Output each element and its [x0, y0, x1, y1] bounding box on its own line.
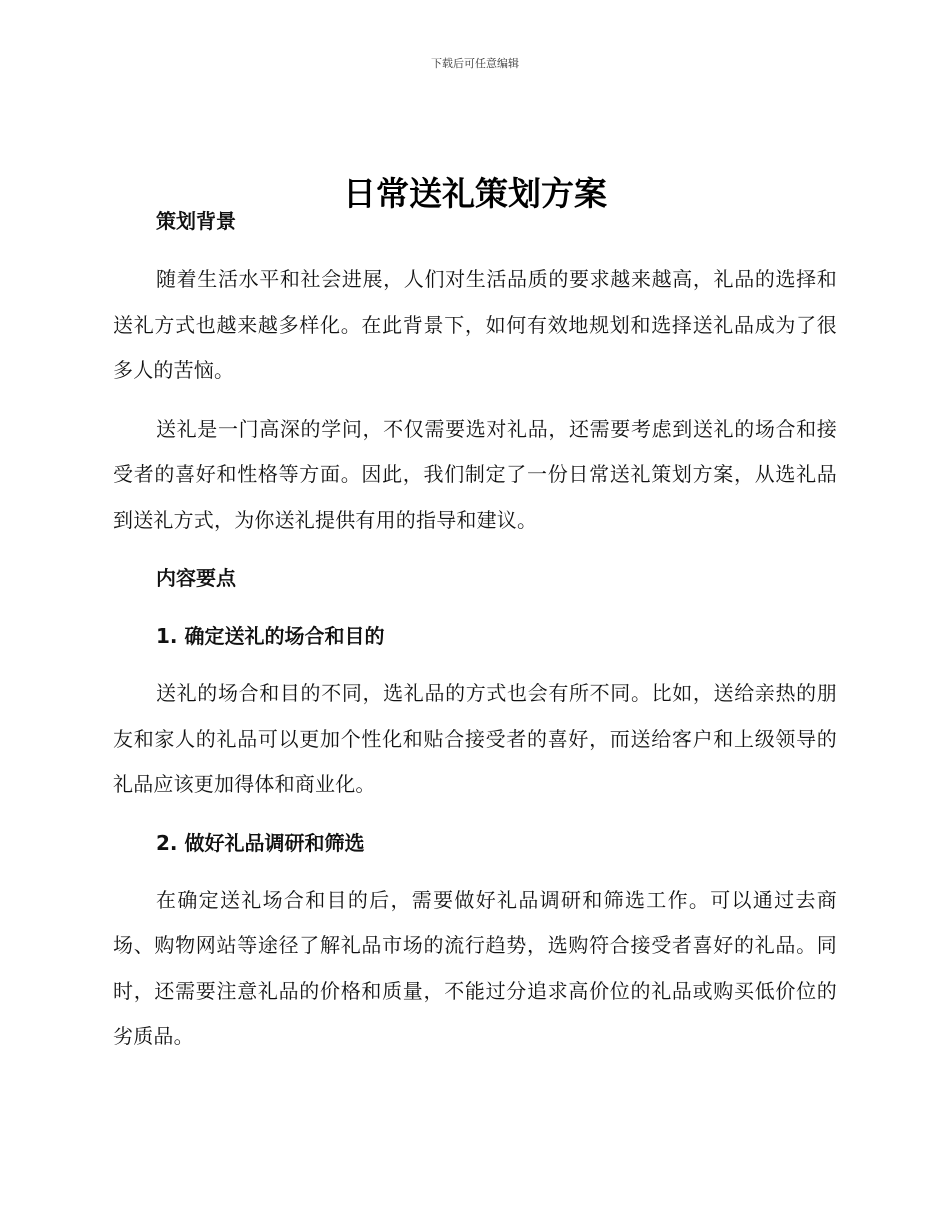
- spacer: [113, 659, 837, 671]
- paragraph-background-2: 送礼是一门高深的学问，不仅需要选对礼品，还需要考虑到送礼的场合和接受者的喜好和性格等方面。因此，我们制定了一份日常送礼策划方案，从选礼品到送礼方式，为你送礼提供有用的指导和建议。: [113, 416, 837, 532]
- spacer: [113, 866, 837, 878]
- paragraph-point-2: 在确定送礼场合和目的后，需要做好礼品调研和筛选工作。可以通过去商场、购物网站等途径了解礼品市场的流行趋势，选购符合接受者喜好的礼品。同时，还需要注意礼品的价格和质量，不能过分追求高价位的礼品或购买低价位的劣质品。: [113, 887, 837, 1048]
- spacer: [113, 601, 837, 613]
- paragraph-point-1: 送礼的场合和目的不同，选礼品的方式也会有所不同。比如，送给亲热的朋友和家人的礼品可以更加个性化和贴合接受者的喜好，而送给客户和上级领导的礼品应该更加得体和商业化。: [113, 681, 837, 796]
- point-heading-1: 1. 确定送礼的场合和目的: [156, 624, 385, 648]
- spacer: [113, 244, 837, 257]
- header-note: 下载后可任意编辑: [431, 57, 519, 70]
- spacer: [113, 394, 837, 407]
- spacer: [113, 808, 837, 820]
- document-body: [113, 198, 837, 1060]
- section-heading-points: 内容要点: [156, 566, 236, 590]
- spacer: [113, 543, 837, 555]
- document-title: 日常送礼策划方案: [343, 174, 607, 214]
- point-heading-2: 2. 做好礼品调研和筛选: [156, 830, 365, 855]
- paragraph-background-1: 随着生活水平和社会进展，人们对生活品质的要求越来越高，礼品的选择和送礼方式也越来越多样化。在此背景下，如何有效地规划和选择送礼品成为了很多人的苦恼。: [113, 267, 837, 382]
- section-heading-background: 策划背景: [156, 209, 236, 233]
